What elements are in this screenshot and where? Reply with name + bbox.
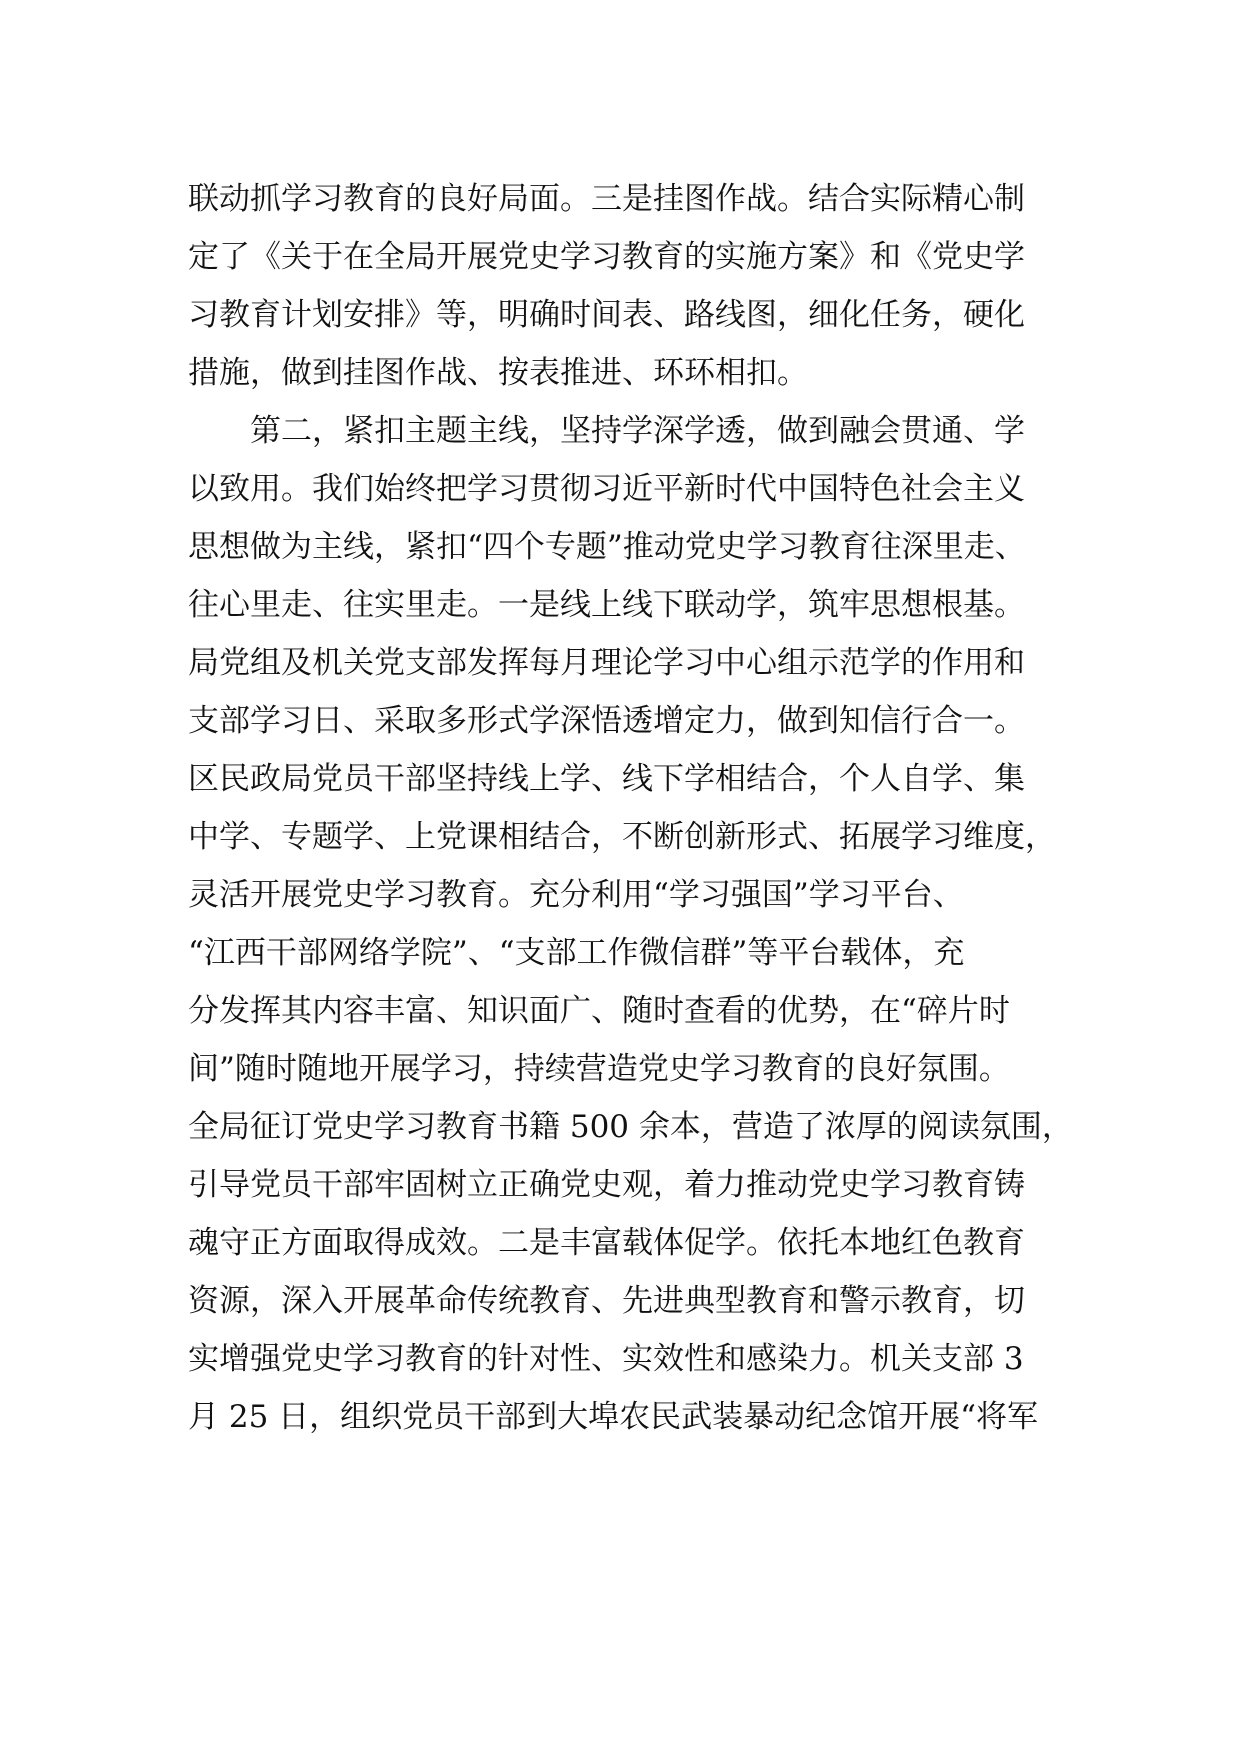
paragraph-start-line: 第二，紧扣主题主线，坚持学深学透，做到融会贯通、学 bbox=[250, 413, 1025, 449]
text-line-3: 习教育计划安排》等，明确时间表、路线图，细化任务，硬化 bbox=[188, 297, 1025, 333]
text-line-15: 分发挥其内容丰富、知识面广、随时查看的优势，在“碎片时 bbox=[188, 993, 1010, 1029]
text-line-7: 思想做为主线，紧扣“四个专题”推动党史学习教育往深里走、 bbox=[188, 529, 1026, 565]
text-line-12: 中学、专题学、上党课相结合，不断创新形式、拓展学习维度， bbox=[188, 819, 1056, 855]
text-line-16: 间”随时随地开展学习，持续营造党史学习教育的良好氛围。 bbox=[188, 1051, 1010, 1087]
text-line-17: 全局征订党史学习教育书籍 500 余本，营造了浓厚的阅读氛围， bbox=[188, 1109, 1073, 1145]
text-line-4: 措施，做到挂图作战、按表推进、环环相扣。 bbox=[188, 355, 808, 391]
text-line-2: 定了《关于在全局开展党史学习教育的实施方案》和《党史学 bbox=[188, 239, 1025, 275]
text-line-20: 资源，深入开展革命传统教育、先进典型教育和警示教育，切 bbox=[188, 1283, 1025, 1319]
text-line-18: 引导党员干部牢固树立正确党史观，着力推动党史学习教育铸 bbox=[188, 1167, 1025, 1203]
text-line-6: 以致用。我们始终把学习贯彻习近平新时代中国特色社会主义 bbox=[188, 471, 1025, 507]
text-line-1: 联动抓学习教育的良好局面。三是挂图作战。结合实际精心制 bbox=[188, 181, 1025, 217]
text-line-14: “江西干部网络学院”、“支部工作微信群”等平台载体，充 bbox=[188, 935, 965, 971]
text-line-21: 实增强党史学习教育的针对性、实效性和感染力。机关支部 3 bbox=[188, 1341, 1024, 1377]
text-line-11: 区民政局党员干部坚持线上学、线下学相结合，个人自学、集 bbox=[188, 761, 1025, 797]
text-line-10: 支部学习日、采取多形式学深悟透增定力，做到知信行合一。 bbox=[188, 703, 1025, 739]
text-line-19: 魂守正方面取得成效。二是丰富载体促学。依托本地红色教育 bbox=[188, 1225, 1025, 1261]
text-line-13: 灵活开展党史学习教育。充分利用“学习强国”学习平台、 bbox=[188, 877, 964, 913]
text-line-8: 往心里走、往实里走。一是线上线下联动学，筑牢思想根基。 bbox=[188, 587, 1025, 623]
text-line-22: 月 25 日，组织党员干部到大埠农民武装暴动纪念馆开展“将军 bbox=[188, 1399, 1038, 1435]
text-line-9: 局党组及机关党支部发挥每月理论学习中心组示范学的作用和 bbox=[188, 645, 1025, 681]
